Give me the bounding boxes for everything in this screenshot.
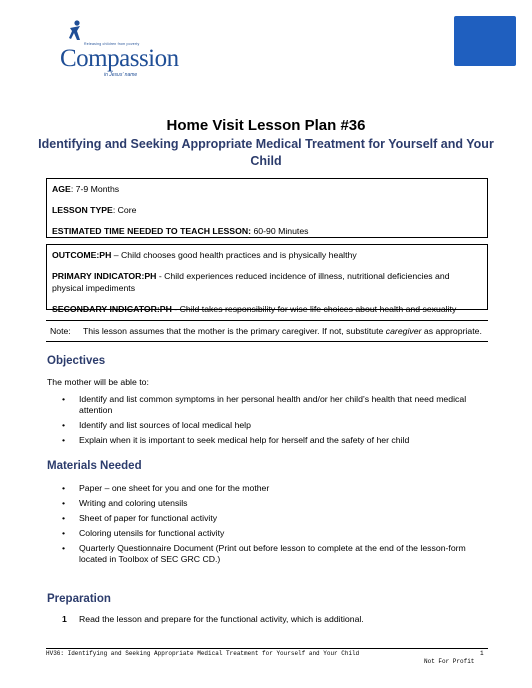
objectives-heading: Objectives xyxy=(47,355,106,367)
outcome-label: OUTCOME:PH xyxy=(52,250,112,260)
page-subtitle: Identifying and Seeking Appropriate Medical Treatment for Yourself and Your Child xyxy=(38,137,494,168)
child-figure-icon xyxy=(68,20,82,42)
footer-title: HV36: Identifying and Seeking Appropriate Medical Treatment for Yourself and Your Child xyxy=(46,650,360,657)
time-line xyxy=(52,225,482,237)
note-label: Note: xyxy=(50,326,71,336)
page-title: Home Visit Lesson Plan #36 xyxy=(166,117,366,134)
footer-page-number: 1 xyxy=(480,650,484,657)
age-value: : 7-9 Months xyxy=(70,184,120,194)
brand-color-block xyxy=(454,16,516,66)
bullet-icon: • xyxy=(62,513,66,523)
note-bar xyxy=(46,320,488,342)
note-text-before: This lesson assumes that the mother is the primary caregiver. If not, substitute xyxy=(83,326,386,336)
objectives-list xyxy=(0,394,480,450)
time-label: ESTIMATED TIME NEEDED TO TEACH LESSON: xyxy=(52,226,252,236)
age-label: AGE xyxy=(52,184,71,194)
bullet-icon: • xyxy=(62,483,66,493)
secondary-text: - Child takes responsibility for wise life choices about health and sexuality xyxy=(171,304,457,314)
materials-heading: Materials Needed xyxy=(47,460,142,472)
outcome-text: – Child chooses good health practices and is physically healthy xyxy=(111,250,357,260)
note-text-after: as appropriate. xyxy=(421,326,482,336)
list-item: • Identify and list sources of local medical help xyxy=(62,420,251,430)
type-value: : Core xyxy=(112,205,137,215)
footer-divider xyxy=(46,648,488,649)
objectives-intro: The mother will be able to: xyxy=(47,377,149,387)
preparation-heading: Preparation xyxy=(47,593,111,605)
list-item: • Paper – one sheet for you and one for the mother xyxy=(62,483,270,493)
footer-not-for-profit: Not For Profit xyxy=(424,658,475,665)
list-item: • Writing and coloring utensils xyxy=(62,498,188,508)
age-line xyxy=(52,183,482,195)
bullet-icon: • xyxy=(62,543,66,553)
list-item: • Identify and list common symptoms in her personal health and/or her child’s health that need medical attention xyxy=(62,394,467,415)
bullet-icon: • xyxy=(62,528,66,538)
bullet-icon: • xyxy=(62,498,66,508)
preparation-item xyxy=(62,614,364,624)
note-emphasis: caregiver xyxy=(385,326,422,336)
list-item: • Sheet of paper for functional activity xyxy=(62,513,218,523)
primary-indicator-line xyxy=(52,270,482,294)
compassion-logo xyxy=(54,18,179,78)
time-value: 60-90 Minutes xyxy=(251,226,309,236)
bullet-icon: • xyxy=(62,435,66,445)
list-item: • Coloring utensils for functional activity xyxy=(62,528,225,538)
secondary-indicator-line xyxy=(52,303,482,315)
list-item: • Quarterly Questionnaire Document (Print out before lesson to complete at the end of the lesson-form located in Toolbox of SEC GRC CD.) xyxy=(62,543,466,564)
materials-list xyxy=(0,483,480,569)
primary-label: PRIMARY INDICATOR:PH xyxy=(52,271,157,281)
lesson-info-box xyxy=(46,178,488,238)
logo-brand: Compassion xyxy=(60,45,179,72)
list-item: • Explain when it is important to seek medical help for herself and the safety of her child xyxy=(62,435,410,445)
logo-subtext: in Jesus' name xyxy=(104,72,138,78)
secondary-label: SECONDARY INDICATOR:PH xyxy=(52,304,172,314)
bullet-icon: • xyxy=(62,394,66,404)
primary-text: - Child experiences reduced incidence of illness, nutritional deficiencies and physical impediments xyxy=(52,271,450,293)
outcome-line xyxy=(52,249,482,261)
type-label: LESSON TYPE xyxy=(52,205,113,215)
bullet-icon: • xyxy=(62,420,66,430)
outcomes-box xyxy=(46,244,488,314)
logo-tagline: Releasing children from poverty xyxy=(84,42,140,46)
preparation-number: 1 xyxy=(62,614,67,624)
type-line xyxy=(52,204,482,216)
preparation-text: Read the lesson and prepare for the functional activity, which is additional. xyxy=(79,614,364,624)
